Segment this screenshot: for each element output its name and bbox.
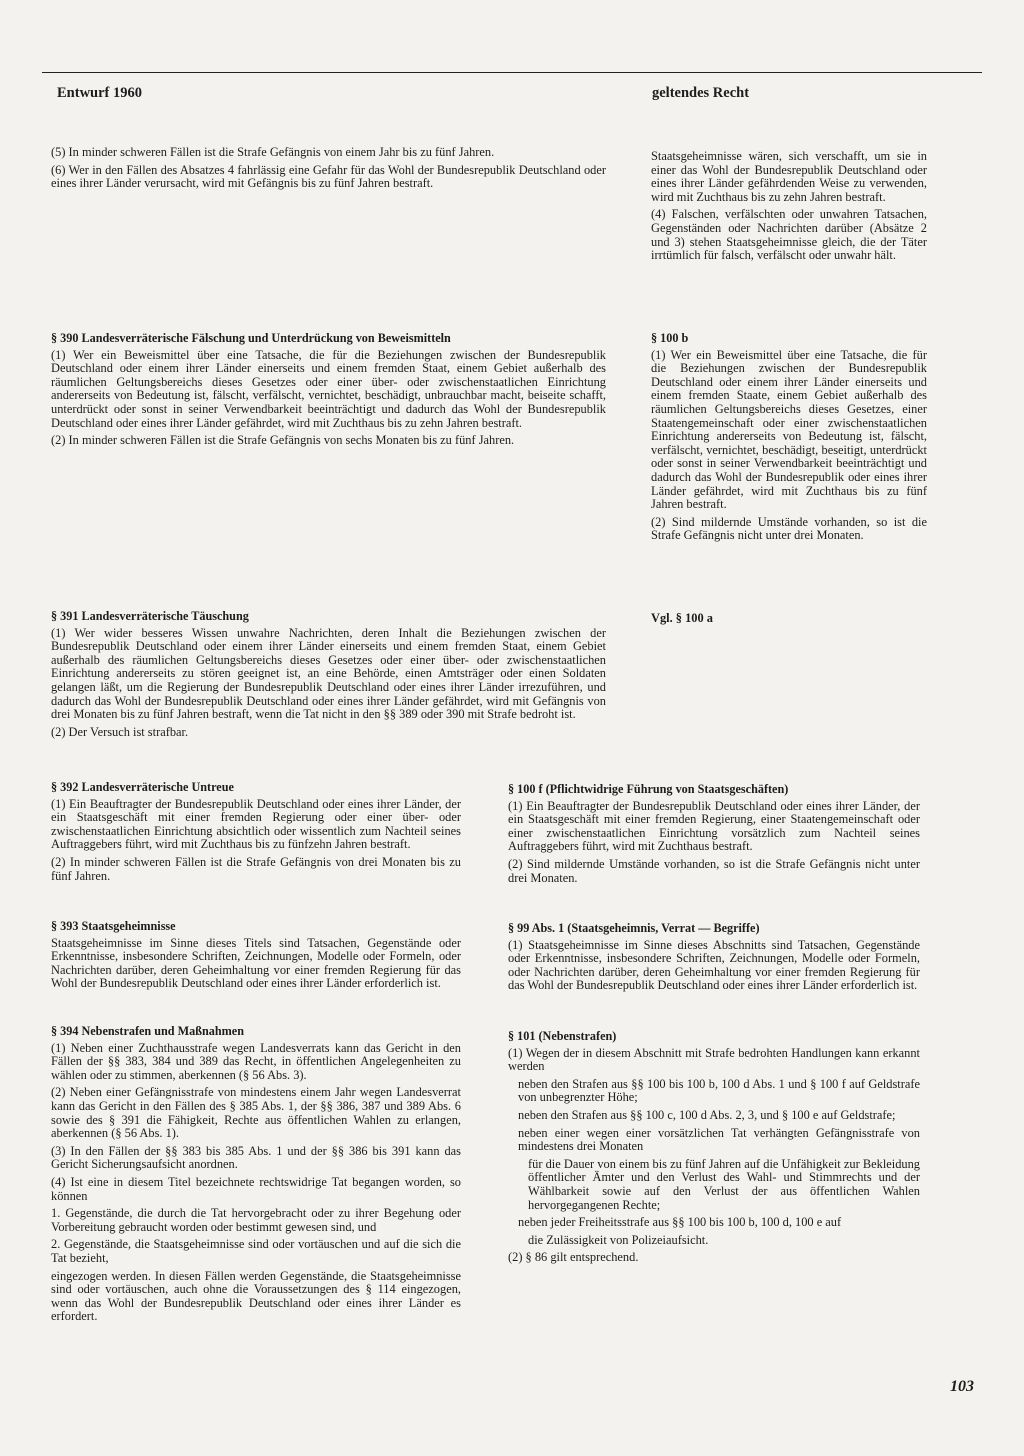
- section-394: [51, 1025, 461, 1328]
- paragraph: Staatsgeheimnisse im Sinne dieses Titels sind Tatsachen, Gegenstände oder Erkenntnisse, insbesondere Schriften, Zeichnungen, Modelle oder Formeln, oder Nachrichten darüber, deren Geheimhaltung vor einer fremden Regierung für das Wohl der Bundesrepublik Deutschland oder eines ihrer Länder erforderlich ist.: [51, 935, 461, 991]
- paragraph: (2) Sind mildernde Umstände vorhanden, so ist die Strafe Gefängnis nicht unter drei Monaten.: [508, 856, 920, 885]
- section-99: [508, 922, 920, 997]
- paragraph: (1) Wegen der in diesem Abschnitt mit Strafe bedrohten Handlungen kann erkannt werden: [508, 1045, 920, 1074]
- section-title: § 391 Landesverräterische Täuschung: [51, 609, 249, 623]
- section-title: § 100 f (Pflichtwidrige Führung von Staatsgeschäften): [508, 782, 789, 796]
- list-item: neben einer wegen einer vorsätzlichen Tat verhängten Gefängnisstrafe von mindestens drei Monaten: [518, 1125, 920, 1154]
- cross-reference: Vgl. § 100 a: [651, 611, 713, 625]
- section-100f: [508, 783, 920, 889]
- paragraph: (1) Staatsgeheimnisse im Sinne dieses Abschnitts sind Tatsachen, Gegenstände oder Erkenntnisse, insbesondere Schriften, Zeichnungen, Modelle oder Formeln, oder Nachrichten darüber, deren Geheimhaltung vor einer fremden Regierung für das Wohl der Bundesrepublik Deutschland oder eines ihrer Länder erforderlich ist.: [508, 937, 920, 993]
- paragraph: (1) Ein Beauftragter der Bundesrepublik Deutschland oder eines ihrer Länder, der ein Staatsgeschäft mit einer fremden Regierung, einer Staatengemeinschaft oder einer zwischenstaatlichen Einrichtung vorsätzlich zum Nachteil seines Auftraggebers führt, wird mit Zuchthaus bestraft.: [508, 798, 920, 854]
- paragraph: (6) Wer in den Fällen des Absatzes 4 fahrlässig eine Gefahr für das Wohl der Bundesrepublik Deutschland oder eines ihrer Länder verursacht, wird mit Gefängnis bis zu fünf Jahren bestraft.: [51, 162, 606, 191]
- paragraph: (1) Ein Beauftragter der Bundesrepublik Deutschland oder eines ihrer Länder, der ein Staatsgeschäft mit einer fremden Regierung oder einer über- oder zwischenstaatlichen Einrichtung absichtlich oder wissentlich zum Nachteil seines Auftraggebers führt, wird mit Zuchthaus bis zu fünfzehn Jahren bestraft.: [51, 796, 461, 852]
- paragraph: Staatsgeheimnisse wären, sich verschafft, um sie in einer das Wohl der Bundesrepublik Deutschland oder eines ihrer Länder gefährdenden Weise zu verwenden, wird mit Zuchthaus bis zu zehn Jahren bestraft.: [651, 149, 927, 204]
- section-100b: [651, 332, 927, 547]
- paragraph: (2) In minder schweren Fällen ist die Strafe Gefängnis von sechs Monaten bis zu fünf Jahren.: [51, 433, 515, 448]
- paragraph: (1) Wer ein Beweismittel über eine Tatsache, die für die Beziehungen zwischen der Bundesrepublik Deutschland oder einem ihrer Länder einerseits und einem fremden Staate, einem Gebiet außerhalb des räumlichen Geltungsbereichs dieses Gesetzes, einer Staatengemeinschaft oder einer zwischenstaatlichen Einrichtung andererseits von Bedeutung ist, fälscht, verfälscht, vernichtet, beschädigt, beseitigt, unterdrückt oder sonst in seiner Verwendbarkeit beeinträchtigt und dadurch das Wohl der Bundesrepublik oder eines ihrer Länder gefährdet, wird mit Zuchthaus bis zu fünf Jahren bestraft.: [651, 347, 927, 512]
- paragraph: (4) Falschen, verfälschten oder unwahren Tatsachen, Gegenständen oder Nachrichten darüber (Absätze 2 und 3) stehen Staatsgeheimnisse gleich, die der Täter irrtümlich für falsch, verfälscht oder unwahr hält.: [651, 207, 927, 263]
- paragraph: (2) Neben einer Gefängnisstrafe von mindestens einem Jahr wegen Landesverrat kann das Gericht in den Fällen des § 385 Abs. 1, der §§ 386, 387 und 389 Abs. 6 sowie des § 391 die Fähigkeit, Rechte aus öffentlichen Wahlen zu erlangen, aberkennen (§ 56 Abs. 1).: [51, 1085, 461, 1141]
- section-title: § 390 Landesverräterische Fälschung und Unterdrückung von Beweismitteln: [51, 331, 451, 345]
- list-item: für die Dauer von einem bis zu fünf Jahren auf die Unfähigkeit zur Bekleidung öffentlicher Ämter und den Verlust des Wahl- und Stimmrechts und der Wählbarkeit sowie auf den Verlust der aus öffentlichen Wahlen hervorgegangenen Rechte;: [528, 1156, 920, 1212]
- left-top-block: [51, 146, 606, 195]
- section-title: § 393 Staatsgeheimnisse: [51, 919, 176, 933]
- paragraph: (5) In minder schweren Fällen ist die Strafe Gefängnis von einem Jahr bis zu fünf Jahren.: [51, 145, 495, 159]
- section-392: [51, 781, 461, 887]
- paragraph: (2) Sind mildernde Umstände vorhanden, so ist die Strafe Gefängnis nicht unter drei Monaten.: [651, 514, 927, 543]
- paragraph: (3) In den Fällen der §§ 383 bis 385 Abs. 1 und der §§ 386 bis 391 kann das Gericht Sicherungsaufsicht anordnen.: [51, 1143, 461, 1172]
- header-right: geltendes Recht: [652, 85, 750, 101]
- paragraph: (2) In minder schweren Fällen ist die Strafe Gefängnis von drei Monaten bis zu fünf Jahren.: [51, 854, 461, 883]
- section-393: [51, 920, 461, 995]
- paragraph: (2) Der Versuch ist strafbar.: [51, 724, 189, 739]
- paragraph: eingezogen werden. In diesen Fällen werden Gegenstände, die Staatsgeheimnisse sind oder vortäuschen, auch ohne die Voraussetzungen des § 114 eingezogen, wenn das Wohl der Bundesrepublik Deutschland oder eines ihrer Länder es erfordert.: [51, 1268, 461, 1324]
- list-item: die Zulässigkeit von Polizeiaufsicht.: [528, 1232, 709, 1247]
- section-title: § 394 Nebenstrafen und Maßnahmen: [51, 1024, 244, 1038]
- list-item: neben den Strafen aus §§ 100 bis 100 b, 100 d Abs. 1 und § 100 f auf Geldstrafe von unbegrenzter Höhe;: [518, 1076, 920, 1105]
- section-390: [51, 332, 606, 452]
- list-item: 1. Gegenstände, die durch die Tat hervorgebracht oder zu ihrer Begehung oder Vorbereitung gebraucht worden oder bestimmt gewesen sind, und: [51, 1206, 461, 1234]
- paragraph: (1) Wer ein Beweismittel über eine Tatsache, die für die Beziehungen zwischen der Bundesrepublik Deutschland oder einem ihrer Länder einerseits und einem fremden Staat, einem Gebiet außerhalb des räumlichen Geltungsbereichs dieses Gesetzes oder einer über- oder zwischenstaatlichen Einrichtung andererseits von Bedeutung ist, fälscht, verfälscht, vernichtet, beschädigt, unbrauchbar macht, beiseite schafft, unterdrückt oder sonst in seiner Verwendbarkeit beeinträchtigt und dadurch das Wohl der Bundesrepublik Deutschland oder eines ihrer Länder gefährdet, wird mit Zuchthaus bis zu zehn Jahren bestraft.: [51, 347, 606, 430]
- paragraph: (1) Neben einer Zuchthausstrafe wegen Landesverrats kann das Gericht in den Fällen der §§ 383, 384 und 389 das Recht, in öffentlichen Angelegenheiten zu wählen oder zu stimmen, aberkennen (§ 56 Abs. 3).: [51, 1040, 461, 1082]
- section-title: § 100 b: [651, 331, 689, 345]
- section-391: [51, 610, 606, 743]
- list-item: neben den Strafen aus §§ 100 c, 100 d Abs. 2, 3, und § 100 e auf Geldstrafe;: [518, 1107, 896, 1122]
- section-title: § 392 Landesverräterische Untreue: [51, 780, 234, 794]
- header-rule: [42, 72, 982, 73]
- section-title: § 99 Abs. 1 (Staatsgeheimnis, Verrat — Begriffe): [508, 921, 760, 935]
- section-title: § 101 (Nebenstrafen): [508, 1029, 617, 1043]
- list-item: 2. Gegenstände, die Staatsgeheimnisse sind oder vortäuschen und auf die sich die Tat bezieht,: [51, 1237, 461, 1265]
- section-101: [508, 1030, 920, 1269]
- paragraph: (1) Wer wider besseres Wissen unwahre Nachrichten, deren Inhalt die Beziehungen zwischen der Bundesrepublik Deutschland oder einem ihrer Länder einerseits und einem fremden Staat, einem Gebiet außerhalb des räumlichen Geltungsbereichs dieses Gesetzes oder einer über- oder zwischenstaatlichen Einrichtung andererseits zu stören geeignet ist, an eine Behörde, einen Amtsträger oder einen Soldaten gelangen läßt, um die Regierung der Bundesrepublik Deutschland oder eines ihrer Länder irrezuführen, und dadurch das Wohl der Bundesrepublik Deutschland oder eines ihrer Länder gefährdet, wird mit Gefängnis von drei Monaten bis zu fünf Jahren bestraft, wenn die Tat nicht in den §§ 389 oder 390 mit Strafe bedroht ist.: [51, 625, 606, 722]
- header-left: Entwurf 1960: [57, 85, 142, 101]
- paragraph: (2) § 86 gilt entsprechend.: [508, 1250, 639, 1265]
- page-number: 103: [950, 1378, 974, 1395]
- paragraph: (4) Ist eine in diesem Titel bezeichnete rechtswidrige Tat begangen worden, so können: [51, 1174, 461, 1203]
- list-item: neben jeder Freiheitsstrafe aus §§ 100 bis 100 b, 100 d, 100 e auf: [518, 1215, 842, 1230]
- right-top-block: [651, 150, 927, 267]
